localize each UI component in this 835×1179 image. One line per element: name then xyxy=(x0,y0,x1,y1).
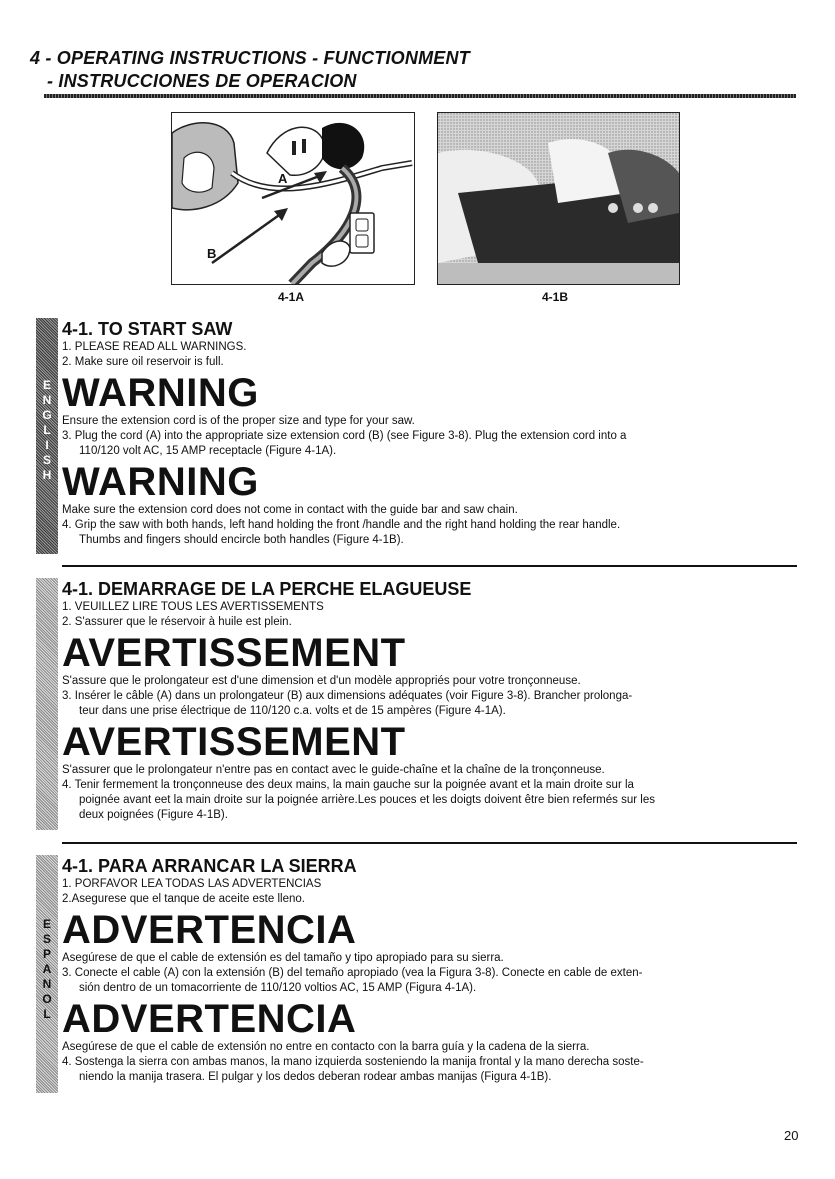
warning-text: Ensure the extension cord is of the proper size and type for your saw. xyxy=(62,415,415,427)
language-tab-english xyxy=(36,318,58,554)
saw-grip-photo xyxy=(438,113,679,284)
list-item: 3. Plug the cord (A) into the appropriate size extension cord (B) (see Figure 3-8). Plug the extension cord into a xyxy=(62,430,627,442)
list-item: 2. S'assurer que le réservoir à huile est plein. xyxy=(62,616,292,628)
section-french xyxy=(62,578,802,823)
warning-text: Make sure the extension cord does not come in contact with the guide bar and saw chain. xyxy=(62,504,518,516)
list-item: 2. Make sure oil reservoir is full. xyxy=(62,356,224,368)
header-rule xyxy=(44,94,796,98)
warning-text: Asegúrese de que el cable de extensión no entre en contacto con la barra guía y la cadena de la sierra. xyxy=(62,1041,590,1053)
list-item: 4. Grip the saw with both hands, left hand holding the front /handle and the right hand holding the rear handle. xyxy=(62,519,621,531)
warning-heading: ADVERTENCIA xyxy=(62,997,357,1041)
page-subtitle: - INSTRUCCIONES DE OPERACION xyxy=(47,71,357,91)
warning-heading: WARNING xyxy=(62,460,259,504)
warning-heading: WARNING xyxy=(62,371,259,415)
section-divider xyxy=(62,842,797,844)
list-item-continuation: poignée avant eet la main droite sur la poignée arrière.Les pouces et les doigts doivent être bien refermés sur les xyxy=(79,794,655,806)
list-item: 3. Conecte el cable (A) con la extensión (B) del temaño apropiado (vea la Figura 3-8). Conecte en cable de exten- xyxy=(62,967,643,979)
figure-4-1a xyxy=(171,112,415,285)
section-title: 4-1. TO START SAW xyxy=(62,319,233,339)
warning-heading: AVERTISSEMENT xyxy=(62,720,406,764)
language-tab-french xyxy=(36,578,58,830)
figure-4-1b xyxy=(437,112,680,285)
language-letters-english: E N G L I S H xyxy=(42,378,52,482)
list-item: 4. Sostenga la sierra con ambas manos, la mano izquierda sosteniendo la manija frontal y la mano derecha soste- xyxy=(62,1056,644,1068)
list-item: 2.Asegurese que el tanque de aceite este lleno. xyxy=(62,893,305,905)
list-item-continuation: teur dans une prise électrique de 110/120 c.a. volts et de 15 ampères (Figure 4-1A). xyxy=(79,705,506,717)
warning-heading: ADVERTENCIA xyxy=(62,908,357,952)
figure-label-b: B xyxy=(207,246,217,261)
list-item: 1. VEUILLEZ LIRE TOUS LES AVERTISSEMENTS xyxy=(62,601,324,613)
list-item-continuation: Thumbs and fingers should encircle both handles (Figure 4-1B). xyxy=(79,534,404,546)
language-tab-spanish xyxy=(36,855,58,1093)
list-item: 4. Tenir fermement la tronçonneuse des deux mains, la main gauche sur la poignée avant et la main droite sur la xyxy=(62,779,634,791)
list-item-continuation: niendo la manija trasera. El pulgar y los dedos deberan rodear ambas manijas (Figura 4-1B). xyxy=(79,1071,552,1083)
list-item: 1. PLEASE READ ALL WARNINGS. xyxy=(62,341,247,353)
page-number: 20 xyxy=(784,1128,799,1143)
language-letters-spanish: E S P A N O L xyxy=(42,917,52,1021)
section-title: 4-1. DEMARRAGE DE LA PERCHE ELAGUEUSE xyxy=(62,579,472,599)
list-item-continuation: deux poignées (Figure 4-1B). xyxy=(79,809,228,821)
warning-text: S'assure que le prolongateur est d'une dimension et d'un modèle appropriés pour votre tronçonneuse. xyxy=(62,675,581,687)
figure-caption-4-1a: 4-1A xyxy=(278,290,305,304)
list-item: 1. PORFAVOR LEA TODAS LAS ADVERTENCIAS xyxy=(62,878,322,890)
list-item: 3. Insérer le câble (A) dans un prolongateur (B) aux dimensions adéquates (voir Figure 3-8). Brancher prolonga- xyxy=(62,690,633,702)
list-item-continuation: 110/120 volt AC, 15 AMP receptacle (Figure 4-1A). xyxy=(79,445,337,457)
figure-label-a: A xyxy=(278,171,288,186)
warning-text: Asegúrese de que el cable de extensión es del tamaño y tipo apropiado para su sierra. xyxy=(62,952,504,964)
section-spanish xyxy=(62,855,802,1085)
list-item-continuation: sión dentro de un tomacorriente de 110/120 voltios AC, 15 AMP (Figura 4-1A). xyxy=(79,982,477,994)
warning-text: S'assurer que le prolongateur n'entre pas en contact avec le guide-chaîne et la chaîne de la tronçonneuse. xyxy=(62,764,605,776)
figure-caption-4-1b: 4-1B xyxy=(542,290,569,304)
section-divider xyxy=(62,565,797,567)
warning-heading: AVERTISSEMENT xyxy=(62,631,406,675)
section-title: 4-1. PARA ARRANCAR LA SIERRA xyxy=(62,856,357,876)
section-english xyxy=(62,318,802,548)
page-title: 4 - OPERATING INSTRUCTIONS - FUNCTIONMENT xyxy=(30,48,470,68)
